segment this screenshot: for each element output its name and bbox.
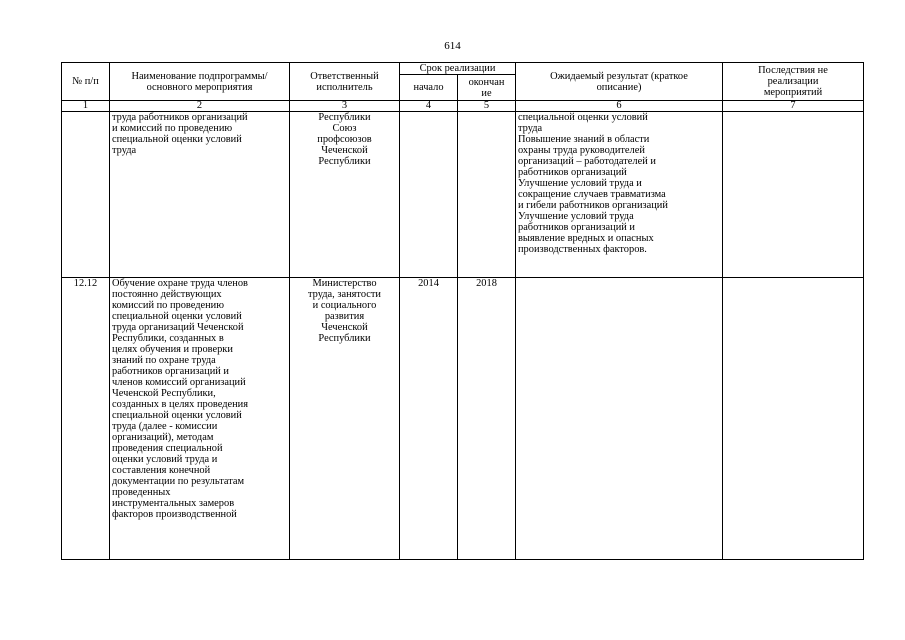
row-name: Обучение охране труда членов постоянно действующих комиссий по проведению специальной оценки условий труда организаций Чеченской Республики, созданных в целях обучения и проверки знаний по охране труда работников организаций и членов комиссий организаций Чеченской Республики, созданных в целях проведения специальной оценки условий труда (далее - комиссии организаций), методам проведения специальной оценки условий труда и составления конечной документации по результатам проведенных инструментальных замеров факторов производственной [110, 278, 290, 560]
row-name: труда работников организаций и комиссий по проведению специальной оценки условий труда [110, 112, 290, 278]
table-row [62, 112, 864, 278]
row-consequences [723, 278, 864, 560]
table-header [62, 63, 864, 112]
row-number: 12.12 [62, 278, 110, 560]
header-start: начало [400, 75, 458, 101]
header-executor: Ответственный исполнитель [290, 63, 400, 101]
table-body [62, 112, 864, 560]
header-result: Ожидаемый результат (краткое описание) [516, 63, 723, 101]
column-number: 5 [458, 101, 516, 112]
table-row [62, 278, 864, 560]
column-number: 7 [723, 101, 864, 112]
row-result: специальной оценки условий труда Повышение знаний в области охраны труда руководителей организаций – работодателей и работников организаций Улучшение условий труда и сокращение случаев травматизма и гибели работников организаций Улучшение условий труда работников организаций и выявление вредных и опасных производственных факторов. [516, 112, 723, 278]
row-result [516, 278, 723, 560]
column-number-row [62, 101, 864, 112]
column-number: 6 [516, 101, 723, 112]
page-number: 614 [444, 40, 461, 52]
header-term-group: Срок реализации [400, 63, 516, 75]
header-end: окончан ие [458, 75, 516, 101]
header-name: Наименование подпрограммы/ основного мероприятия [110, 63, 290, 101]
row-executor: Министерство труда, занятости и социального развития Чеченской Республики [290, 278, 400, 560]
row-end: 2018 [458, 278, 516, 560]
header-number: № п/п [62, 63, 110, 101]
row-end [458, 112, 516, 278]
column-number: 1 [62, 101, 110, 112]
row-start [400, 112, 458, 278]
program-table [61, 62, 864, 560]
row-start: 2014 [400, 278, 458, 560]
column-number: 3 [290, 101, 400, 112]
column-number: 2 [110, 101, 290, 112]
header-consequences: Последствия не реализации мероприятий [723, 63, 864, 101]
row-consequences [723, 112, 864, 278]
row-executor: Республики Союз профсоюзов Чеченской Республики [290, 112, 400, 278]
column-number: 4 [400, 101, 458, 112]
row-number [62, 112, 110, 278]
